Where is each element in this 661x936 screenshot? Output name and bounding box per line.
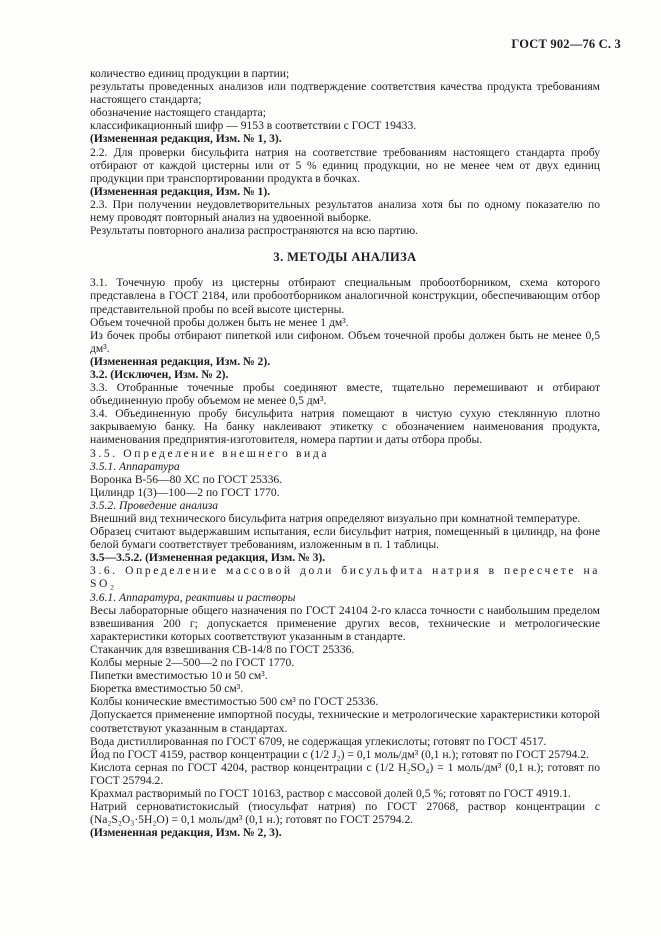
paragraph: 3.4. Объединенную пробу бисульфита натрия помещают в чистую сухую стеклянную плотно закрываемую банку. На банку наклеивают этикетку с обозначением наименования продукта, наименования предприятия-изготовителя, номера партии и даты отбора пробы. xyxy=(90,407,600,447)
paragraph: 3.3. Отобранные точечные пробы соединяют вместе, тщательно перемешивают и отбирают объединенную пробу объемом не менее 0,5 дм³. xyxy=(90,381,600,408)
paragraph: количество единиц продукции в партии; xyxy=(90,67,290,80)
paragraph: 3.1. Точечную пробу из цистерны отбирают специальным пробоотборником, схема которого представлена в ГОСТ 2184, или пробоотборником аналогичной конструкции, обеспечивающим отбор представительной пробы по всей высоте цистерны. xyxy=(90,276,600,316)
paragraph: Стаканчик для взвешивания СВ-14/8 по ГОСТ 25336. xyxy=(90,642,355,656)
paragraph: 2.3. При получении неудовлетворительных результатов анализа хотя бы по одному показателю по нему проводят повторный анализ на удвоенной выборке. xyxy=(90,197,600,225)
paragraph: Йод по ГОСТ 4159, раствор концентрации c (1/2 J₂) = 0,1 моль/дм³ (0,1 н.); готовят по ГОСТ 25794.2. xyxy=(90,747,589,761)
paragraph: Из бочек пробы отбирают пипеткой или сифоном. Объем точечной пробы должен быть не менее 0,5 дм³. xyxy=(90,328,600,355)
subsection-title: 3.5.2. Проведение анализа xyxy=(90,498,219,512)
paragraph: Натрий серноватистокислый (тиосульфат натрия) по ГОСТ 27068, раствор концентрации c (Na₂S₂O₃·5H₂O) = 0,1 моль/дм³ (0,1 н.); готовят по ГОСТ 25794.2. xyxy=(90,800,600,827)
paragraph: Внешний вид технического бисульфита натрия определяют визуально при комнатной температуре. xyxy=(90,512,581,525)
paragraph: Объем точечной пробы должен быть не менее 1 дм³. xyxy=(90,315,349,329)
amendment-note: 3.5—3.5.2. (Измененная редакция, Изм. № 3). xyxy=(90,551,326,565)
paragraph: Вода дистиллированная по ГОСТ 6709, не содержащая углекислоты; готовят по ГОСТ 4517. xyxy=(90,734,547,748)
paragraph: Бюретка вместимостью 50 см³. xyxy=(90,682,244,696)
paragraph: Весы лабораторные общего назначения по ГОСТ 24104 2-го класса точности с наибольшим пределом взвешивания 200 г; допускается применение других весов, технические и метрологические характеристики которых соответствуют указанным в стандарте. xyxy=(90,603,600,643)
paragraph: результаты проведенных анализов или подтверждение соответствия качества продукта требованиям настоящего стандарта; xyxy=(90,80,600,107)
paragraph: классификационный шифр — 9153 в соответствии с ГОСТ 19433. xyxy=(90,119,417,133)
amendment-note: (Измененная редакция, Изм. № 2, 3). xyxy=(90,826,282,840)
subsection-heading: 3.6. Определение массовой доли бисульфита натрия в пересчете на SO₂ xyxy=(90,564,600,591)
paragraph: 2.2. Для проверки бисульфита натрия на соответствие требованиям настоящего стандарта пробу отбирают от каждой цистерны или от 5 % единиц продукции, но не менее чем от двух единиц продукции при транспортировании продукта в бочках. xyxy=(90,145,600,185)
paragraph: Кислота серная по ГОСТ 4204, раствор концентрации c (1/2 H₂SO₄) = 1 моль/дм³ (0,1 н.); готовят по ГОСТ 25794.2. xyxy=(90,760,600,787)
amendment-note: (Измененная редакция, Изм. № 1, 3). xyxy=(90,132,282,146)
amendment-note: (Измененная редакция, Изм. № 2). xyxy=(90,354,271,368)
paragraph: Результаты повторного анализа распространяются на всю партию. xyxy=(90,224,419,238)
paragraph: Воронка В-56—80 ХС по ГОСТ 25336. xyxy=(90,472,283,486)
paragraph: Крахмал растворимый по ГОСТ 10163, раствор с массовой долей 0,5 %; готовят по ГОСТ 4919.1. xyxy=(90,786,571,800)
paragraph: Образец считают выдержавшим испытания, если бисульфит натрия, помещенный в цилиндр, на фоне белой бумаги соответствует требованиям, изложенным в п. 1 таблицы. xyxy=(90,525,600,552)
subsection-title: 3.6.1. Аппаратура, реактивы и растворы xyxy=(90,590,296,604)
section-heading: 3. МЕТОДЫ АНАЛИЗА xyxy=(273,250,417,265)
page-header: ГОСТ 902—76 С. 3 xyxy=(511,37,621,51)
excluded-clause: 3.2. (Исключен, Изм. № 2). xyxy=(90,367,229,381)
paragraph: Допускается применение импортной посуды, технические и метрологические характеристики которой соответствуют указанным в стандартах. xyxy=(90,708,600,735)
paragraph: Цилиндр 1(3)—100—2 по ГОСТ 1770. xyxy=(90,485,280,499)
paragraph: обозначение настоящего стандарта; xyxy=(90,106,266,120)
subsection-heading: 3.5. Определение внешнего вида xyxy=(90,446,330,460)
document-body xyxy=(90,67,600,839)
amendment-note: (Измененная редакция, Изм. № 1). xyxy=(90,184,271,198)
paragraph: Колбы мерные 2—500—2 по ГОСТ 1770. xyxy=(90,656,295,670)
paragraph: Пипетки вместимостью 10 и 50 см³. xyxy=(90,669,268,683)
paragraph: Колбы конические вместимостью 500 см³ по ГОСТ 25336. xyxy=(90,695,379,709)
subsection-title: 3.5.1. Аппаратура xyxy=(90,459,180,473)
